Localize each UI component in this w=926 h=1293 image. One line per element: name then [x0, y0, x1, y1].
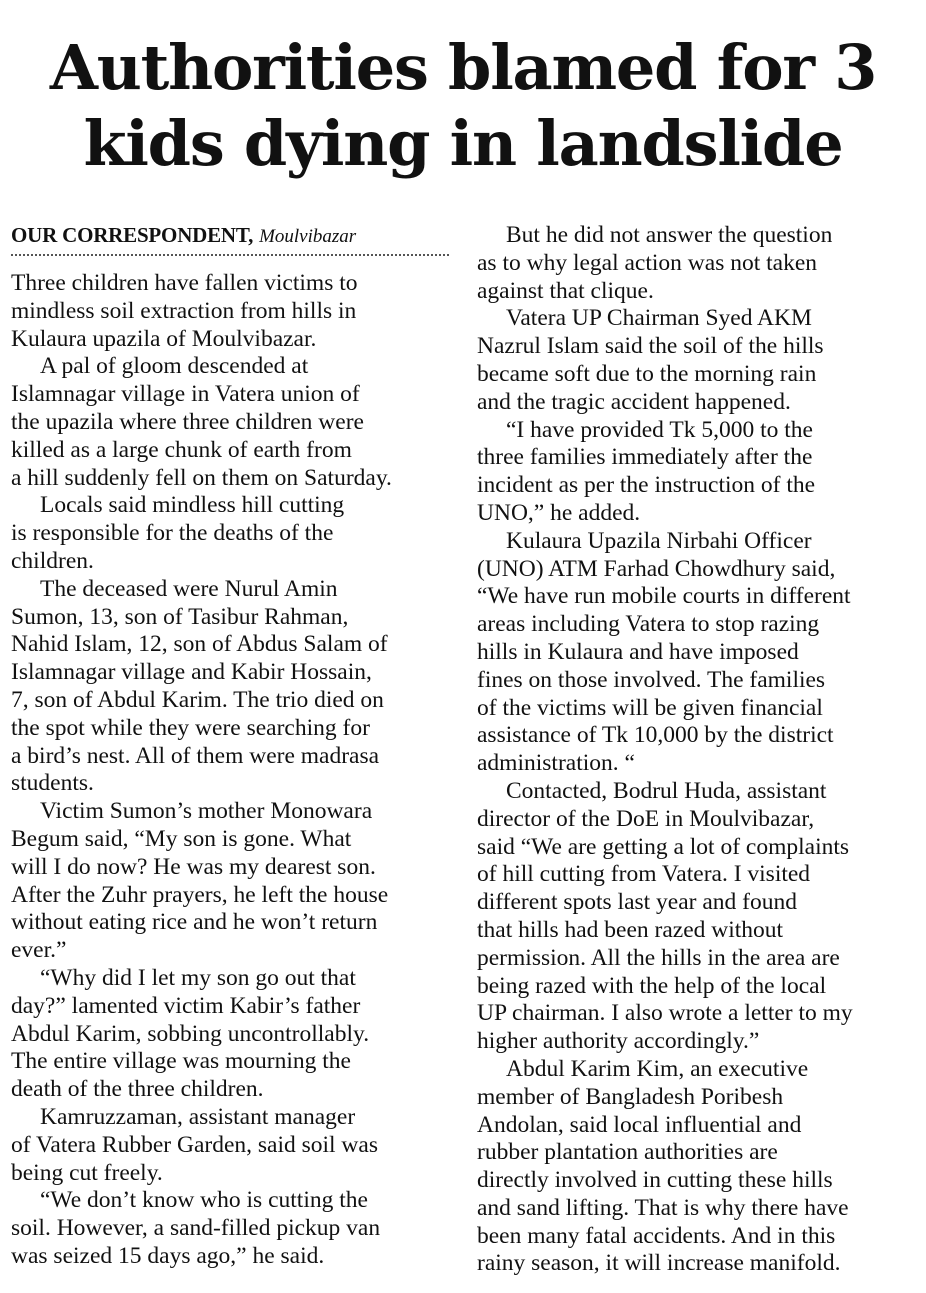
- byline: [11, 222, 451, 250]
- paragraph-line: been many fatal accidents. And in this: [477, 1222, 836, 1249]
- paragraph-line: is responsible for the deaths of the: [11, 520, 334, 547]
- paragraph-line: rainy season, it will increase manifold.: [477, 1250, 841, 1277]
- byline-correspondent: OUR CORRESPONDENT,: [11, 223, 254, 247]
- paragraph-line: Contacted, Bodrul Huda, assistant: [506, 777, 827, 804]
- paragraph-line: of Vatera Rubber Garden, said soil was: [11, 1131, 378, 1158]
- paragraph-line: hills in Kulaura and have imposed: [477, 638, 799, 665]
- paragraph-line: without eating rice and he won’t return: [11, 909, 378, 936]
- article-paragraph: [11, 492, 451, 575]
- paragraph-line: a bird’s nest. All of them were madrasa: [11, 742, 380, 769]
- right-column: [477, 222, 917, 1278]
- paragraph-line: will I do now? He was my dearest son.: [11, 853, 376, 880]
- article-paragraph: [11, 576, 451, 798]
- paragraph-line: death of the three children.: [11, 1076, 264, 1103]
- paragraph-line: director of the DoE in Moulvibazar,: [477, 805, 815, 832]
- article-paragraph: [477, 528, 917, 778]
- paragraph-line: Kamruzzaman, assistant manager: [40, 1103, 356, 1130]
- paragraph-line: Islamnagar village and Kabir Hossain,: [11, 659, 372, 686]
- paragraph-line: Kulaura Upazila Nirbahi Officer: [506, 527, 812, 554]
- paragraph-line: “We don’t know who is cutting the: [40, 1187, 368, 1214]
- paragraph-line: being cut freely.: [11, 1159, 163, 1186]
- paragraph-line: (UNO) ATM Farhad Chowdhury said,: [477, 555, 836, 582]
- headline-line-1: Authorities blamed for 3: [49, 31, 877, 104]
- paragraph-line: But he did not answer the question: [506, 222, 833, 248]
- paragraph-line: “I have provided Tk 5,000 to the: [506, 416, 813, 443]
- paragraph-line: areas including Vatera to stop razing: [477, 611, 820, 638]
- paragraph-line: After the Zuhr prayers, he left the house: [11, 881, 389, 908]
- paragraph-line: the upazila where three children were: [11, 408, 364, 435]
- paragraph-line: mindless soil extraction from hills in: [11, 297, 357, 324]
- article-paragraph: [11, 353, 451, 492]
- paragraph-line: students.: [11, 770, 94, 797]
- article-paragraph: [477, 222, 917, 305]
- paragraph-line: rubber plantation authorities are: [477, 1139, 778, 1166]
- paragraph-line: Islamnagar village in Vatera union of: [11, 381, 360, 408]
- paragraph-line: Abdul Karim, sobbing uncontrollably.: [11, 1020, 370, 1047]
- paragraph-line: UNO,” he added.: [477, 499, 641, 526]
- paragraph-line: incident as per the instruction of the: [477, 472, 816, 499]
- article-paragraph: [477, 305, 917, 416]
- article-paragraph: [11, 270, 451, 353]
- paragraph-line: Three children have fallen victims to: [11, 270, 358, 296]
- paragraph-line: soil. However, a sand-filled pickup van: [11, 1215, 381, 1242]
- paragraph-line: Nahid Islam, 12, son of Abdus Salam of: [11, 631, 388, 658]
- byline-divider: [11, 254, 449, 256]
- paragraph-line: Begum said, “My son is gone. What: [11, 825, 352, 852]
- left-column-body: [11, 270, 451, 1271]
- article-paragraph: [11, 1187, 451, 1270]
- article-paragraph: [477, 1056, 917, 1278]
- paragraph-line: as to why legal action was not taken: [477, 249, 818, 276]
- article-paragraph: [477, 778, 917, 1056]
- paragraph-line: A pal of gloom descended at: [40, 353, 309, 380]
- paragraph-line: Locals said mindless hill cutting: [40, 492, 345, 519]
- paragraph-line: Andolan, said local influential and: [477, 1111, 802, 1138]
- paragraph-line: UP chairman. I also wrote a letter to my: [477, 1000, 853, 1027]
- paragraph-line: directly involved in cutting these hills: [477, 1167, 833, 1194]
- byline-location: Moulvibazar: [259, 226, 357, 247]
- paragraph-line: member of Bangladesh Poribesh: [477, 1083, 784, 1110]
- paragraph-line: and the tragic accident happened.: [477, 388, 791, 415]
- paragraph-line: Nazrul Islam said the soil of the hills: [477, 333, 824, 360]
- paragraph-line: day?” lamented victim Kabir’s father: [11, 992, 361, 1019]
- paragraph-line: The deceased were Nurul Amin: [40, 575, 338, 602]
- paragraph-line: of hill cutting from Vatera. I visited: [477, 861, 811, 888]
- headline: [0, 30, 926, 182]
- paragraph-line: against that clique.: [477, 277, 654, 304]
- paragraph-line: a hill suddenly fell on them on Saturday.: [11, 464, 392, 491]
- article-paragraph: [11, 1104, 451, 1187]
- paragraph-line: fines on those involved. The families: [477, 666, 826, 693]
- article-paragraph: [11, 798, 451, 965]
- paragraph-line: ever.”: [11, 937, 67, 964]
- paragraph-line: “Why did I let my son go out that: [40, 964, 356, 991]
- paragraph-line: Sumon, 13, son of Tasibur Rahman,: [11, 603, 349, 630]
- paragraph-line: that hills had been razed without: [477, 916, 784, 943]
- paragraph-line: was seized 15 days ago,” he said.: [11, 1242, 325, 1269]
- paragraph-line: children.: [11, 547, 94, 574]
- paragraph-line: being razed with the help of the local: [477, 972, 827, 999]
- paragraph-line: “We have run mobile courts in different: [477, 583, 851, 610]
- paragraph-line: The entire village was mourning the: [11, 1048, 351, 1075]
- paragraph-line: 7, son of Abdul Karim. The trio died on: [11, 686, 384, 713]
- left-column: [11, 222, 451, 1271]
- paragraph-line: higher authority accordingly.”: [477, 1028, 760, 1055]
- paragraph-line: different spots last year and found: [477, 889, 797, 916]
- right-column-body: [477, 222, 917, 1278]
- paragraph-line: Vatera UP Chairman Syed AKM: [506, 305, 812, 332]
- paragraph-line: became soft due to the morning rain: [477, 360, 817, 387]
- paragraph-line: permission. All the hills in the area are: [477, 944, 840, 971]
- paragraph-line: Kulaura upazila of Moulvibazar.: [11, 325, 317, 352]
- article-paragraph: [477, 417, 917, 528]
- paragraph-line: Abdul Karim Kim, an executive: [506, 1055, 809, 1082]
- paragraph-line: the spot while they were searching for: [11, 714, 370, 741]
- headline-line-2: kids dying in landslide: [83, 107, 843, 180]
- paragraph-line: said “We are getting a lot of complaints: [477, 833, 850, 860]
- paragraph-line: of the victims will be given financial: [477, 694, 823, 721]
- paragraph-line: and sand lifting. That is why there have: [477, 1194, 849, 1221]
- paragraph-line: three families immediately after the: [477, 444, 813, 471]
- article-paragraph: [11, 965, 451, 1104]
- paragraph-line: administration. “: [477, 750, 635, 777]
- paragraph-line: killed as a large chunk of earth from: [11, 436, 352, 463]
- paragraph-line: assistance of Tk 10,000 by the district: [477, 722, 834, 749]
- paragraph-line: Victim Sumon’s mother Monowara: [40, 798, 373, 825]
